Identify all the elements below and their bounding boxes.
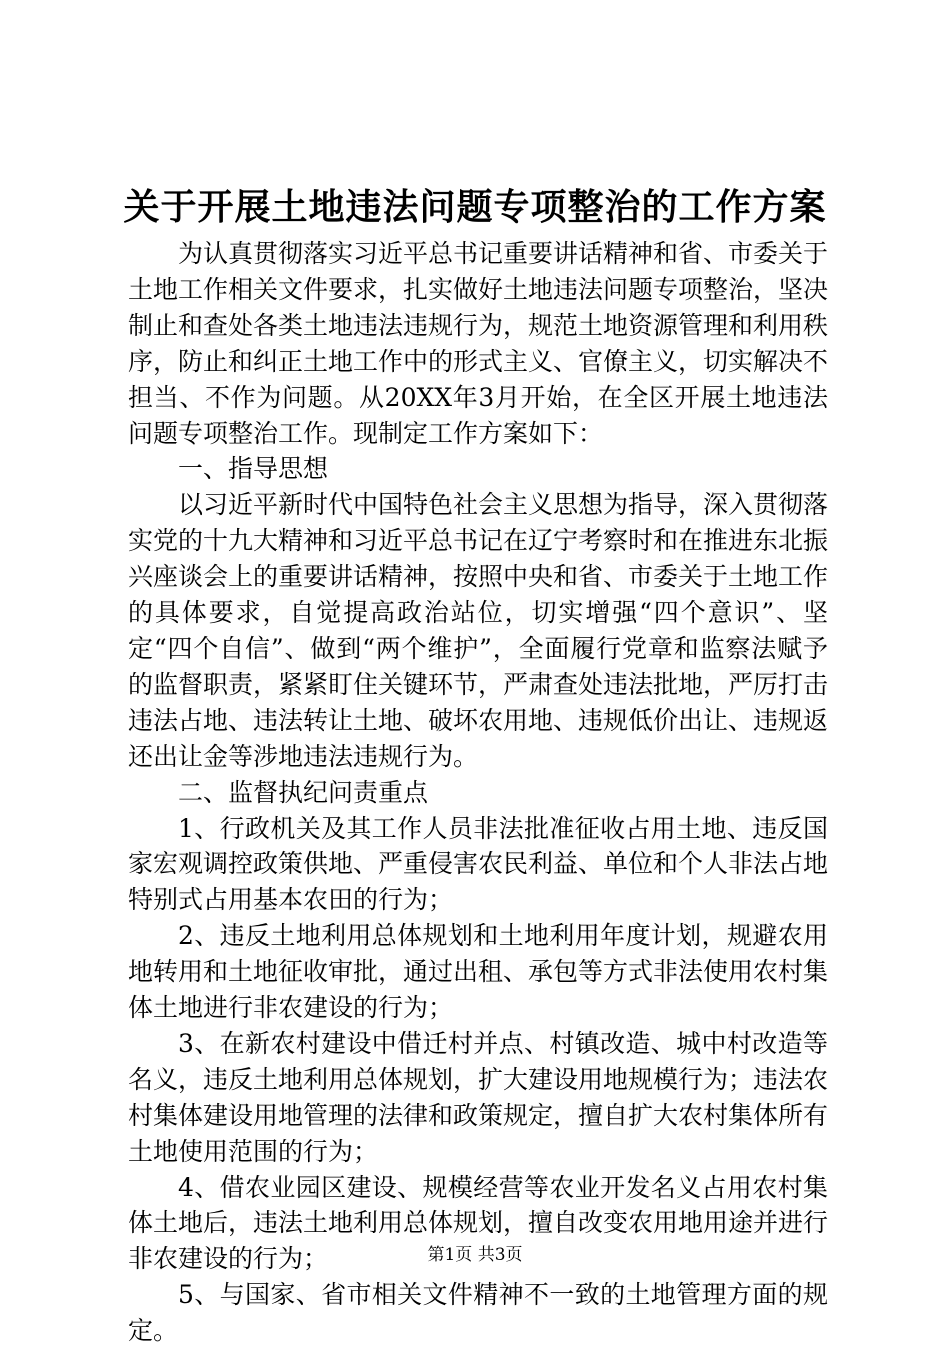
list-item: 4、借农业园区建设、规模经营等农业开发名义占用农村集体土地后，违法土地利用总体规划，擅自改变农用地用途并进行非农建设的行为；: [128, 1172, 829, 1274]
list-item: 5、与国家、省市相关文件精神不一致的土地管理方面的规定。: [128, 1280, 828, 1346]
page-number-footer: 第1页 共3页: [427, 1245, 523, 1265]
intro-paragraph: 为认真贯彻落实习近平总书记重要讲话精神和省、市委关于土地工作相关文件要求，扎实做好土地违法问题专项整治，坚决制止和查处各类土地违法违规行为，规范土地资源管理和利用秩序，防止和纠正土地工作中的形式主义、官僚主义，切实解决不担当、不作为问题。从20XX年3月开始，在全区开展土地违法问题专项整治工作。现制定工作方案如下：: [128, 239, 829, 448]
section-paragraph-guiding-ideology: 以习近平新时代中国特色社会主义思想为指导，深入贯彻落实党的十九大精神和习近平总书记在辽宁考察时和在推进东北振兴座谈会上的重要讲话精神，按照中央和省、市委关于土地工作的具体要求，自觉提高政治站位，切实增强“四个意识”、坚定“四个自信”、做到“两个维护”，全面履行党章和监察法赋予的监督职责，紧紧盯住关键环节，严肃查处违法批地，严厉打击违法占地、违法转让土地、破坏农用地、违规低价出让、违规返还出让金等涉地违法违规行为。: [128, 490, 829, 771]
section-heading-supervision-focus: 二、监督执纪问责重点: [178, 777, 429, 807]
section-heading-guiding-ideology: 一、指导思想: [178, 454, 329, 484]
list-item: 1、行政机关及其工作人员非法批准征收占用土地、违反国家宏观调控政策供地、严重侵害农民利益、单位和个人非法占地特别式占用基本农田的行为；: [128, 813, 829, 915]
list-item: 2、违反土地利用总体规划和土地利用年度计划，规避农用地转用和土地征收审批，通过出租、承包等方式非法使用农村集体土地进行非农建设的行为；: [128, 921, 829, 1023]
document-body: [128, 236, 828, 1349]
document-title: 关于开展土地违法问题专项整治的工作方案: [123, 186, 827, 228]
list-item: 3、在新农村建设中借迁村并点、村镇改造、城中村改造等名义，违反土地利用总体规划，扩大建设用地规模行为；违法农村集体建设用地管理的法律和政策规定，擅自扩大农村集体所有土地使用范围的行为；: [128, 1028, 829, 1166]
